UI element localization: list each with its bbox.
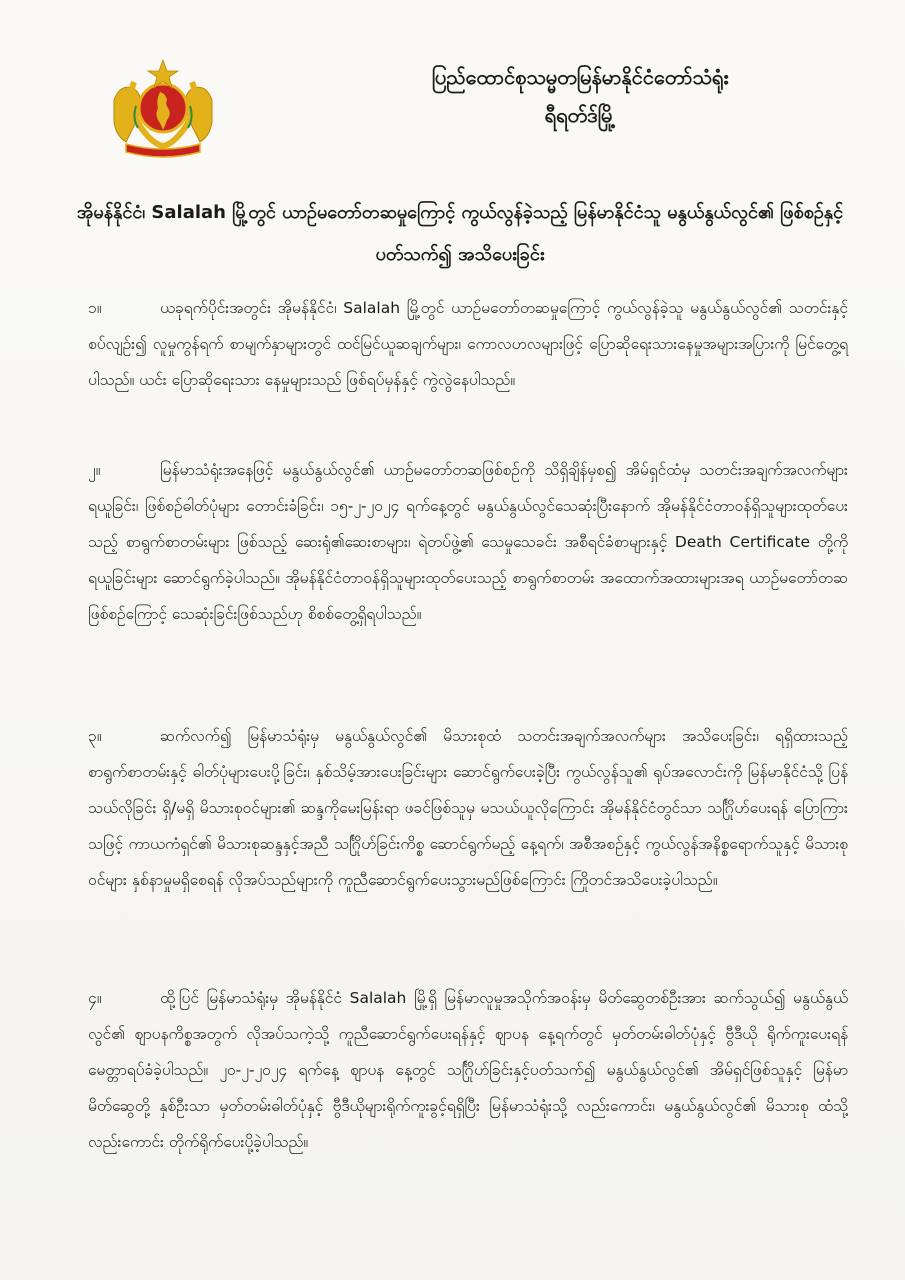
- header-city: ရီရတ်ဒ်မြို့: [544, 103, 616, 127]
- embassy-header: [300, 58, 860, 134]
- paragraph-text: မြန်မာသံရုံးအနေဖြင့် မနွယ်နွယ်လွင်၏ ယာဉ်မတော်တဆဖြစ်စဉ်ကို သိရှိချိန်မှစ၍ အိမ်ရှင်ထံမှ သတင်းအချက်အလက်များရယူခြင်း၊ ဖြစ်စဉ်ဓါတ်ပုံများ တောင်းခံခြင်း၊ ၁၅-၂-၂၀၂၄ ရက်နေ့တွင် မနွယ်နွယ်လွင်သေဆုံးပြီးနောက် အိုမန်နိုင်ငံတာဝန်ရှိသူများထုတ်ပေးသည့် စာရွက်စာတမ်းများ ဖြစ်သည့် ဆေးရုံ၏ဆေးစာများ၊ ရဲတပ်ဖွဲ့၏ သေမှုသေခင်း အစီရင်ခံစာများနှင့် Death Certificate တို့ကို ရယူခြင်းများ ဆောင်ရွက်ခဲ့ပါသည်။ အိုမန်နိုင်ငံတာဝန်ရှိသူများထုတ်ပေးသည့် စာရွက်စာတမ်း အထောက်အထားများအရ ယာဉ်မတော်တဆဖြစ်စဉ်ကြောင့် သေဆုံးခြင်းဖြစ်သည်ဟု စိစစ်တွေ့ရှိရပါသည်။: [88, 461, 848, 623]
- paragraph-1: [88, 290, 848, 398]
- state-emblem-icon: [108, 52, 218, 162]
- paragraph-2: [88, 452, 848, 632]
- header-country: ပြည်ထောင်စုသမ္မတမြန်မာနိုင်ငံတော်သံရုံး: [431, 65, 729, 89]
- paragraph-number: ၃။: [88, 727, 102, 745]
- paragraph-3: [88, 718, 848, 898]
- paragraph-text: ထို့ပြင် မြန်မာသံရုံးမှ အိုမန်နိုင်ငံ Salalah မြို့ရှိ မြန်မာလူမှုအသိုက်အဝန်းမှ မိတ်ဆွေတစ်ဦးအား ဆက်သွယ်၍ မနွယ်နွယ်လွင်၏ ဈာပနကိစ္စအတွက် လိုအပ်သကဲ့သို့ ကူညီဆောင်ရွက်ပေးရန်နှင့် ဈာပန နေ့ရက်တွင် မှတ်တမ်းဓါတ်ပုံနှင့် ဗွီဒီယို ရိုက်ကူးပေးရန် မေတ္တာရပ်ခံခဲ့ပါသည်။ ၂၀-၂-၂၀၂၄ ရက်နေ့ ဈာပန နေ့တွင် သင်္ဂြိုဟ်ခြင်းနှင့်ပတ်သက်၍ မနွယ်နွယ်လွင်၏ အိမ်ရှင်ဖြစ်သူနှင့် မြန်မာ မိတ်ဆွေတို့ နှစ်ဦးသာ မှတ်တမ်းဓါတ်ပုံနှင့် ဗွီဒီယိုများရိုက်ကူးခွင့်ရရှိပြီး မြန်မာသံရုံးသို့ လည်းကောင်း၊ မနွယ်နွယ်လွင်၏ မိသားစု ထံသို့လည်းကောင်း တိုက်ရိုက်ပေးပို့ခဲ့ပါသည်။: [88, 989, 848, 1151]
- document-title: အိုမန်နိုင်ငံ၊ Salalah မြို့တွင် ယာဉ်မတော်တဆမှုကြောင့် ကွယ်လွန်ခဲ့သည့် မြန်မာနိုင်ငံသူ မနွယ်နွယ်လွင်၏ ဖြစ်စဉ်နှင့်ပတ်သက်၍ အသိပေးခြင်း: [76, 202, 844, 265]
- paragraph-4: [88, 980, 848, 1160]
- paragraph-number: ၁။: [88, 299, 102, 317]
- paragraph-number: ၄။: [88, 989, 102, 1007]
- paragraph-text: ယခုရက်ပိုင်းအတွင်း အိုမန်နိုင်ငံ၊ Salalah မြို့တွင် ယာဉ်မတော်တဆမှုကြောင့် ကွယ်လွန်ခဲ့သူ မနွယ်နွယ်လွင်၏ သတင်းနှင့်စပ်လျဉ်း၍ လူမှုကွန်ရက် စာမျက်နှာများတွင် ထင်မြင်ယူဆချက်များ၊ ကောလဟလများဖြင့် ပြောဆိုရေးသားနေမှုအများအပြားကို မြင်တွေ့ရပါသည်။ ယင်း ပြောဆိုရေးသား နေမှုများသည် ဖြစ်ရပ်မှန်နှင့် ကွဲလွဲနေပါသည်။: [88, 299, 848, 389]
- paragraph-number: ၂။: [88, 461, 101, 479]
- paragraph-text: ဆက်လက်၍ မြန်မာသံရုံးမှ မနွယ်နွယ်လွင်၏ မိသားစုထံ သတင်းအချက်အလက်များ အသိပေးခြင်း၊ ရရှိထားသည့် စာရွက်စာတမ်းနှင့် ဓါတ်ပုံများပေးပို့ခြင်း၊ နှစ်သိမ့်အားပေးခြင်းများ ဆောင်ရွက်ပေးခဲ့ပြီး ကွယ်လွန်သူ၏ ရုပ်အလောင်းကို မြန်မာနိုင်ငံသို့ ပြန်သယ်လိုခြင်း ရှိ/မရှိ မိသားစုဝင်များ၏ ဆန္ဒကိုမေးမြန်းရာ ဖခင်ဖြစ်သူမှ မသယ်ယူလိုကြောင်း အိုမန်နိုင်ငံတွင်သာ သင်္ဂြိုဟ်ပေးရန် ပြောကြားသဖြင့် ကာယကံရှင်၏ မိသားစုဆန္ဒနှင့်အညီ သင်္ဂြိုဟ်ခြင်းကိစ္စ ဆောင်ရွက်မည့် နေ့ရက်၊ အစီအစဉ်နှင့် ကွယ်လွန်အနိစ္စရောက်သူနှင့် မိသားစုဝင်များ နှစ်နာမှုမရှိစေရန် လိုအပ်သည်များကို ကူညီဆောင်ရွက်ပေးသွားမည်ဖြစ်ကြောင်း ကြိုတင်အသိပေးခဲ့ပါသည်။: [88, 727, 848, 889]
